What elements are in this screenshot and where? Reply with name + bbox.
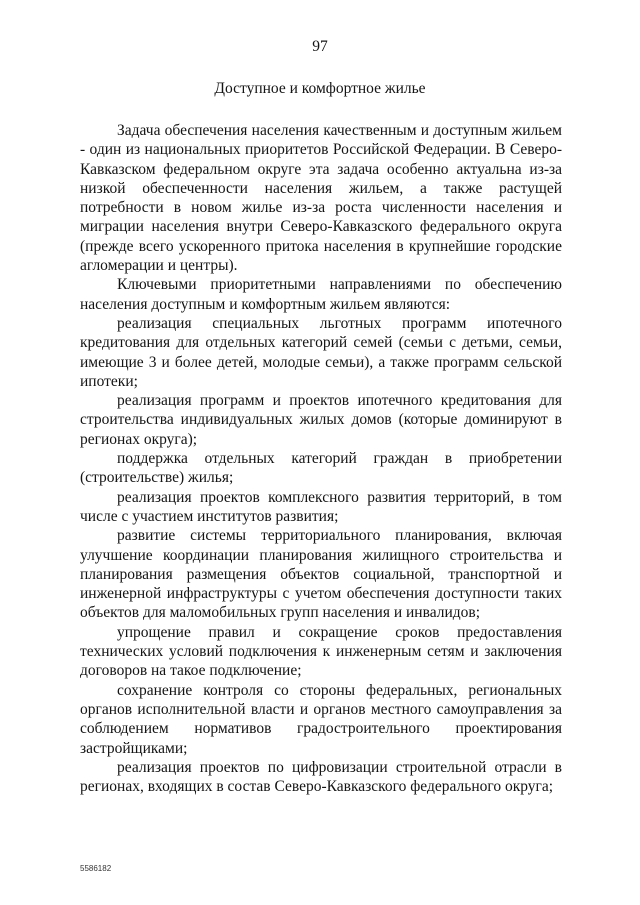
- paragraph-intro: Задача обеспечения населения качественным и доступным жильем - один из национальных приоритетов Российской Федерации. В Северо-Кавказском федеральном округе эта задача особенно актуальна из-за низкой обеспеченности населения жильем, а также растущей потребности в новом жилье из-за роста численности населения и миграции населения внутри Северо-Кавказского федерального округа (прежде всего ускоренного притока населения в крупнейшие городские агломерации и центры).: [80, 122, 562, 275]
- page-number: 97: [312, 38, 328, 55]
- paragraph-priorities-lead: Ключевыми приоритетными направлениями по обеспечению населения доступным и комфортным жильем являются:: [80, 276, 562, 313]
- list-item-utility-connection: упрощение правил и сокращение сроков предоставления технических условий подключения к инженерным сетям и заключения договоров на такое подключение;: [80, 623, 562, 680]
- list-item-individual-housing-mortgage: реализация программ и проектов ипотечного кредитования для строительства индивидуальных жилых домов (которые доминируют в регионах округа);: [80, 392, 562, 448]
- list-item-territorial-planning: развитие системы территориального планирования, включая улучшение координации планирования жилищного строительства и планирования размещения объектов социальной, транспортной и инженерной инфраструктуры с учетом обеспечения доступности таких объектов для маломобильных групп населения и инвалидов;: [80, 527, 562, 622]
- list-item-citizen-support: поддержка отдельных категорий граждан в приобретении (строительстве) жилья;: [80, 450, 562, 487]
- document-code: 5586182: [80, 864, 112, 873]
- list-item-digitalization: реализация проектов по цифровизации строительной отрасли в регионах, входящих в состав Северо-Кавказского федерального округа;: [80, 758, 562, 796]
- section-title: Доступное и комфортное жилье: [214, 80, 426, 97]
- list-item-mortgage-programs: реализация специальных льготных программ ипотечного кредитования для отдельных категорий семей (семьи с детьми, семьи, имеющие 3 и более детей, молодые семьи), а также программ сельской ипотеки;: [80, 314, 562, 390]
- body-text: [80, 121, 562, 796]
- list-item-integrated-development: реализация проектов комплексного развития территорий, в том числе с участием институтов развития;: [80, 488, 562, 525]
- list-item-control-standards: сохранение контроля со стороны федеральных, региональных органов исполнительной власти и органов местного самоуправления за соблюдением нормативов градостроительного проектирования застройщиками;: [80, 681, 562, 757]
